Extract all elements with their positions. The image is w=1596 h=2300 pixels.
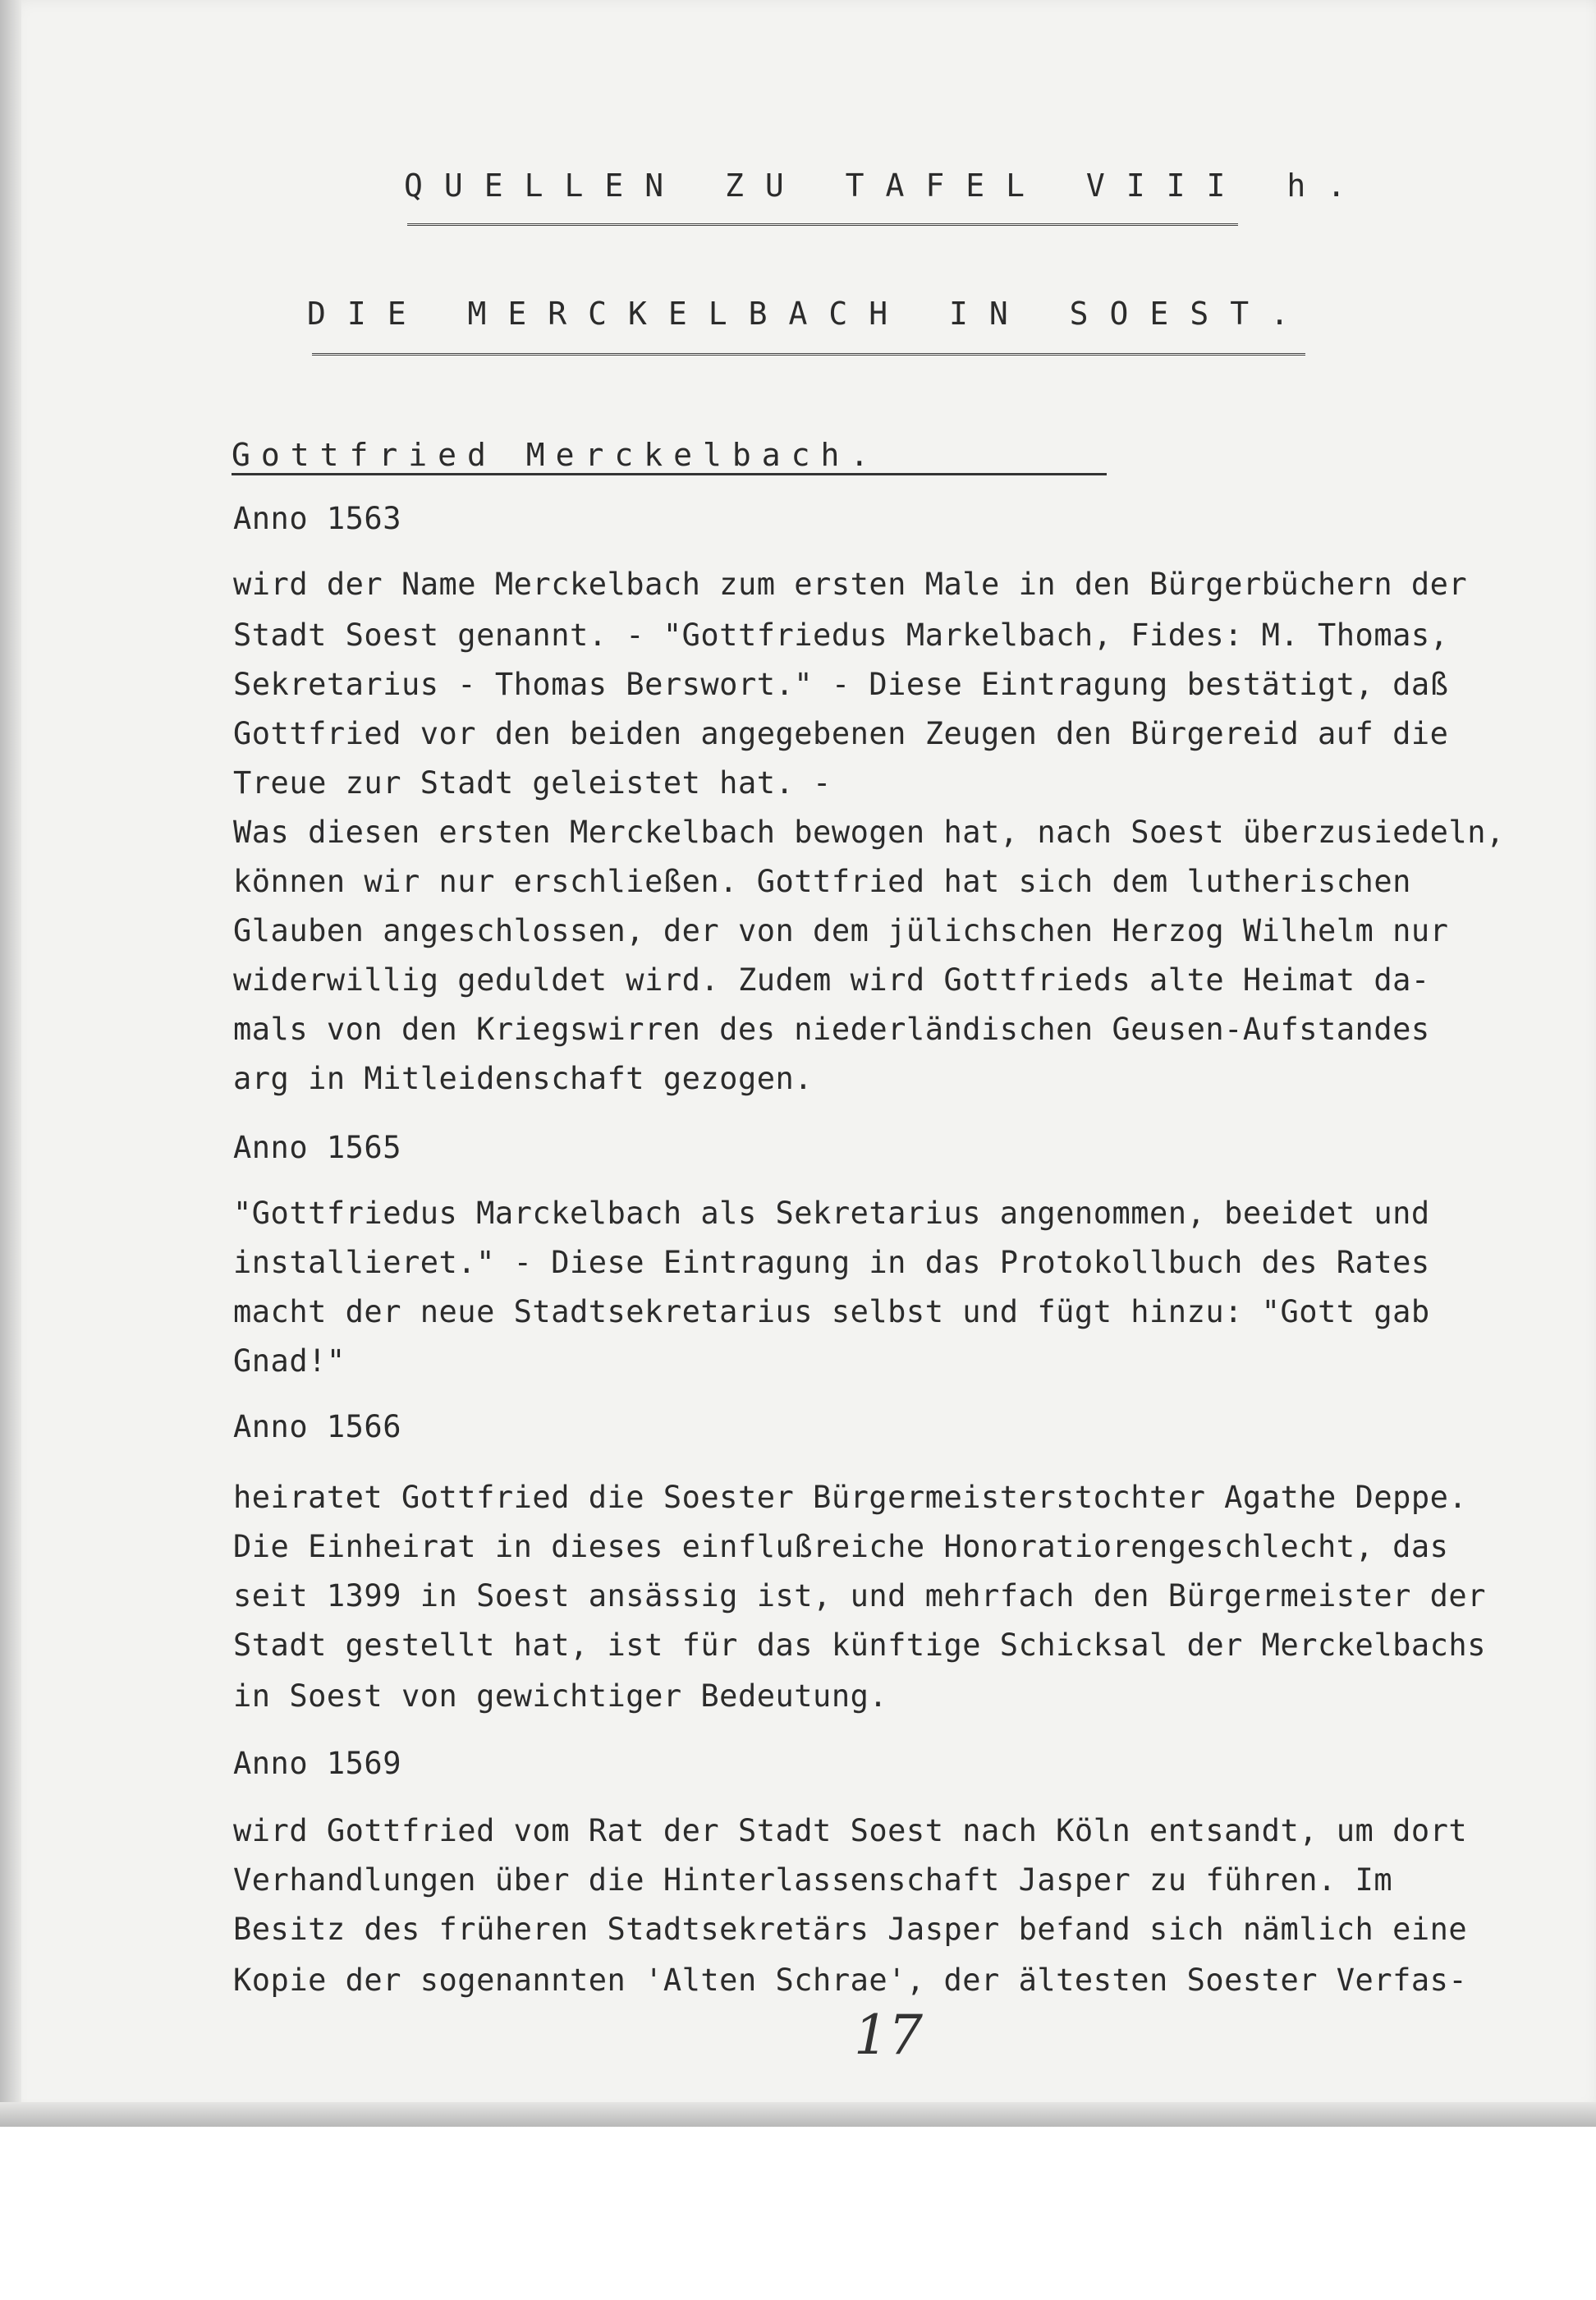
page-bottom-edge: [0, 2102, 1596, 2127]
text-line: Stadt gestellt hat, ist für das künftige Schicksal der Merckelbachs: [233, 1627, 1486, 1663]
entry-year: Anno 1563: [233, 501, 401, 536]
entry-year: Anno 1565: [233, 1130, 401, 1165]
text-line: widerwillig geduldet wird. Zudem wird Gottfrieds alte Heimat da-: [233, 962, 1430, 998]
text-line: macht der neue Stadtsekretarius selbst und fügt hinzu: "Gott gab: [233, 1294, 1430, 1329]
text-line: Gnad!": [233, 1343, 346, 1379]
text-line: installieret." - Diese Eintragung in das Protokollbuch des Rates: [233, 1245, 1430, 1280]
text-line: arg in Mitleidenschaft gezogen.: [233, 1061, 814, 1096]
text-line: wird der Name Merckelbach zum ersten Male in den Bürgerbüchern der: [233, 567, 1468, 602]
text-line: seit 1399 in Soest ansässig ist, und mehrfach den Bürgermeister der: [233, 1578, 1486, 1614]
text-line: können wir nur erschließen. Gottfried hat sich dem lutherischen: [233, 864, 1411, 899]
text-line: Die Einheirat in dieses einflußreiche Honoratiorengeschlecht, das: [233, 1529, 1449, 1564]
page-number: 17: [854, 2004, 923, 2067]
text-line: mals von den Kriegswirren des niederländischen Geusen-Aufstandes: [233, 1012, 1430, 1047]
text-line: in Soest von gewichtiger Bedeutung.: [233, 1678, 888, 1714]
text-line: wird Gottfried vom Rat der Stadt Soest nach Köln entsandt, um dort: [233, 1813, 1468, 1848]
entry-year: Anno 1566: [233, 1409, 401, 1444]
text-line: Stadt Soest genannt. - "Gottfriedus Markelbach, Fides: M. Thomas,: [233, 617, 1449, 653]
text-line: Was diesen ersten Merckelbach bewogen hat, nach Soest überzusiedeln,: [233, 815, 1505, 850]
page-title: QUELLEN ZU TAFEL VIII h.: [404, 168, 1368, 204]
title-double-rule: [407, 223, 1238, 229]
text-line: Sekretarius - Thomas Berswort." - Diese Eintragung bestätigt, daß: [233, 667, 1449, 702]
text-line: Treue zur Stadt geleistet hat. -: [233, 765, 832, 801]
page-left-edge: [0, 0, 21, 2127]
text-line: Besitz des früheren Stadtsekretärs Jasper befand sich nämlich eine: [233, 1912, 1468, 1947]
page-subtitle: DIE MERCKELBACH IN SOEST.: [307, 296, 1310, 332]
text-line: heiratet Gottfried die Soester Bürgermeisterstochter Agathe Deppe.: [233, 1480, 1468, 1515]
text-line: Kopie der sogenannten 'Alten Schrae', der ältesten Soester Verfas-: [233, 1963, 1468, 1998]
text-line: Verhandlungen über die Hinterlassenschaft Jasper zu führen. Im: [233, 1862, 1393, 1898]
section-heading: Gottfried Merckelbach.: [232, 437, 880, 473]
subtitle-double-rule: [312, 353, 1305, 359]
entry-year: Anno 1569: [233, 1746, 401, 1781]
section-heading-underline: [232, 473, 1107, 475]
text-line: "Gottfriedus Marckelbach als Sekretarius angenommen, beeidet und: [233, 1196, 1430, 1231]
text-line: Glauben angeschlossen, der von dem jülichschen Herzog Wilhelm nur: [233, 913, 1449, 948]
text-line: Gottfried vor den beiden angegebenen Zeugen den Bürgereid auf die: [233, 716, 1449, 751]
